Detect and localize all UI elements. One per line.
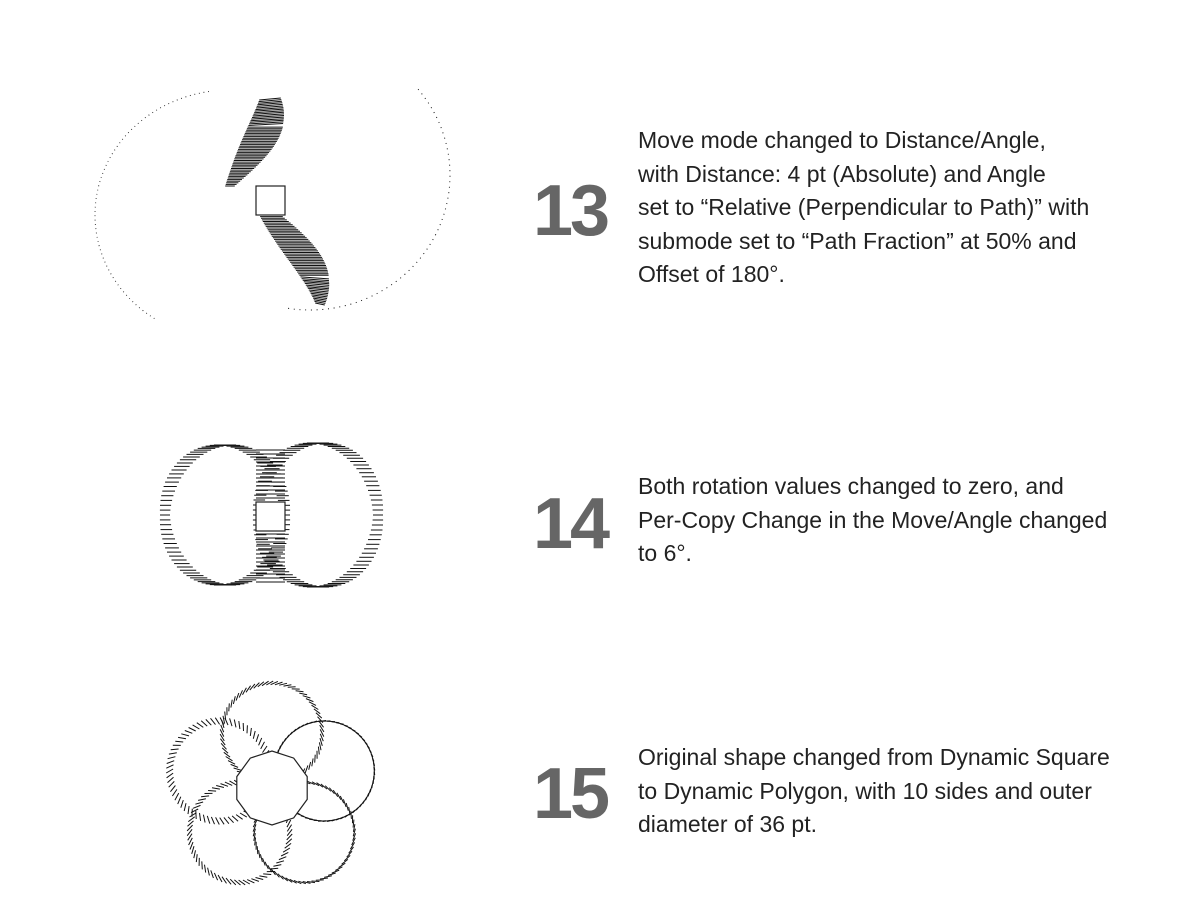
blend-stroke bbox=[139, 308, 140, 309]
blend-stroke bbox=[171, 749, 179, 750]
blend-stroke bbox=[193, 805, 201, 808]
blend-stroke bbox=[201, 796, 209, 797]
blend-stroke bbox=[225, 718, 228, 725]
blend-stroke bbox=[422, 94, 423, 95]
blend-stroke bbox=[231, 700, 232, 708]
blend-stroke bbox=[178, 797, 181, 804]
blend-stroke bbox=[319, 742, 321, 750]
original-square-shape bbox=[256, 502, 285, 531]
blend-stroke bbox=[431, 107, 432, 108]
blend-stroke bbox=[405, 274, 406, 275]
blend-stroke bbox=[133, 301, 134, 302]
blend-stroke bbox=[234, 720, 236, 728]
blend-stroke bbox=[194, 850, 196, 858]
blend-stroke bbox=[216, 817, 220, 824]
step-description bbox=[638, 470, 1107, 571]
blend-stroke bbox=[214, 873, 217, 880]
blend-stroke bbox=[207, 816, 210, 824]
blend-stroke bbox=[253, 731, 255, 739]
blend-stroke bbox=[353, 807, 359, 813]
blend-stroke bbox=[243, 688, 247, 695]
blend-stroke bbox=[420, 258, 421, 259]
blend-stroke bbox=[320, 878, 328, 879]
blend-stroke bbox=[211, 870, 214, 878]
blend-stroke bbox=[391, 284, 392, 285]
blend-stroke bbox=[413, 266, 414, 267]
blend-stroke bbox=[215, 718, 219, 725]
blend-stroke bbox=[211, 817, 214, 824]
blend-stroke bbox=[181, 800, 184, 808]
blend-stroke bbox=[189, 728, 196, 732]
blend-stroke bbox=[344, 725, 351, 728]
blend-stroke bbox=[226, 757, 233, 761]
blend-stroke bbox=[250, 684, 255, 690]
blend-stroke bbox=[175, 741, 183, 742]
blend-stroke bbox=[239, 690, 242, 697]
blend-stroke bbox=[234, 768, 242, 770]
blend-stroke bbox=[141, 120, 142, 121]
blend-stroke bbox=[306, 699, 314, 702]
blend-stroke bbox=[166, 765, 173, 768]
blend-stroke bbox=[312, 881, 320, 882]
step-number: 14 bbox=[533, 484, 608, 564]
blend-stroke bbox=[246, 686, 251, 693]
blend-stroke bbox=[285, 843, 291, 848]
blend-stroke bbox=[263, 858, 266, 866]
blend-stroke bbox=[296, 691, 304, 692]
blend-stroke bbox=[273, 865, 281, 867]
blend-stroke bbox=[309, 762, 311, 770]
blend-stroke bbox=[353, 820, 354, 828]
blend-stroke bbox=[228, 817, 234, 823]
blend-stroke bbox=[222, 748, 228, 753]
figure-13-spiral-blend bbox=[80, 30, 470, 380]
blend-stroke bbox=[221, 784, 229, 787]
blend-stroke bbox=[125, 136, 126, 137]
blend-stroke bbox=[435, 234, 436, 235]
blend-stroke bbox=[263, 746, 268, 753]
figure-15-polygon-blend bbox=[150, 665, 395, 905]
blend-stroke bbox=[400, 278, 401, 279]
blend-stroke bbox=[299, 693, 307, 695]
blend-stroke bbox=[263, 874, 271, 875]
figure-14-loop-blend bbox=[150, 430, 395, 605]
blend-stroke bbox=[197, 723, 204, 728]
blend-stroke bbox=[172, 789, 177, 796]
blend-stroke bbox=[188, 817, 194, 822]
blend-stroke bbox=[166, 769, 173, 773]
blend-stroke bbox=[138, 123, 139, 124]
blend-stroke bbox=[226, 878, 231, 884]
blend-stroke bbox=[368, 789, 371, 797]
blend-stroke bbox=[370, 785, 372, 793]
blend-stroke bbox=[167, 773, 174, 778]
blend-stroke bbox=[181, 734, 189, 736]
blend-stroke bbox=[309, 702, 316, 706]
blend-stroke bbox=[387, 288, 388, 289]
description-line: to Dynamic Polygon, with 10 sides and outer bbox=[638, 777, 1092, 804]
blend-stroke bbox=[288, 687, 296, 688]
blend-stroke bbox=[328, 873, 336, 875]
blend-stroke bbox=[240, 813, 247, 817]
blend-stroke bbox=[259, 876, 267, 877]
blend-stroke bbox=[436, 117, 437, 118]
description-line: to 6°. bbox=[638, 540, 692, 566]
blend-stroke bbox=[200, 813, 201, 821]
blend-stroke bbox=[146, 313, 147, 314]
blend-stroke bbox=[212, 788, 220, 789]
blend-stroke bbox=[115, 281, 116, 282]
blend-stroke bbox=[190, 842, 193, 849]
blend-stroke bbox=[167, 761, 175, 764]
blend-stroke bbox=[224, 817, 229, 823]
blend-stroke bbox=[184, 803, 186, 811]
blend-stroke bbox=[287, 732, 292, 738]
blend-stroke bbox=[206, 719, 212, 725]
blend-stroke bbox=[425, 98, 426, 99]
blend-stroke bbox=[247, 880, 254, 883]
description-line: with Distance: 4 pt (Absolute) and Angle bbox=[638, 160, 1046, 187]
blend-stroke bbox=[255, 837, 256, 845]
blend-stroke bbox=[256, 734, 259, 742]
blend-stroke bbox=[312, 705, 319, 709]
blend-stroke bbox=[305, 765, 308, 773]
description-line: Original shape changed from Dynamic Square bbox=[638, 744, 1110, 770]
blend-stroke bbox=[233, 696, 235, 704]
blend-stroke bbox=[303, 696, 311, 698]
step-number: 15 bbox=[533, 754, 608, 834]
blend-stroke bbox=[261, 742, 265, 749]
blend-stroke bbox=[369, 750, 373, 757]
blend-stroke bbox=[221, 743, 226, 749]
blend-stroke bbox=[202, 861, 203, 869]
blend-stroke bbox=[257, 846, 258, 854]
description-line: set to “Relative (Perpendicular to Path)” with bbox=[638, 194, 1090, 220]
step-number: 13 bbox=[533, 171, 608, 251]
blend-stroke bbox=[239, 721, 240, 729]
blend-stroke bbox=[211, 718, 216, 724]
blend-stroke bbox=[396, 281, 397, 282]
blend-stroke bbox=[424, 253, 425, 254]
blend-stroke bbox=[178, 737, 186, 738]
blend-stroke bbox=[254, 683, 260, 689]
blend-stroke bbox=[169, 781, 175, 787]
blend-stroke bbox=[131, 129, 132, 130]
blend-stroke bbox=[301, 816, 309, 818]
blend-stroke bbox=[143, 310, 144, 311]
blend-stroke bbox=[276, 861, 284, 863]
description-line: Move mode changed to Distance/Angle, bbox=[638, 127, 1046, 153]
blend-stroke bbox=[198, 799, 206, 801]
blend-stroke bbox=[281, 852, 288, 856]
blend-stroke bbox=[228, 761, 235, 765]
blend-stroke bbox=[230, 718, 232, 726]
blend-stroke bbox=[175, 793, 179, 800]
blend-stroke bbox=[258, 682, 264, 687]
blend-stroke bbox=[349, 807, 350, 815]
blend-stroke bbox=[250, 728, 251, 736]
description-line: Both rotation values changed to zero, and bbox=[638, 473, 1064, 499]
blend-stroke bbox=[231, 764, 239, 767]
blend-stroke bbox=[284, 685, 292, 686]
blend-stroke bbox=[193, 725, 200, 729]
blend-stroke bbox=[318, 747, 319, 755]
blend-stroke bbox=[170, 786, 175, 792]
blend-stroke bbox=[222, 877, 227, 884]
blend-stroke bbox=[122, 139, 123, 140]
blend-stroke bbox=[216, 786, 224, 788]
description-line: diameter of 36 pt. bbox=[638, 811, 817, 837]
blend-stroke bbox=[195, 802, 203, 804]
blend-stroke bbox=[427, 249, 428, 250]
blend-stroke bbox=[283, 848, 290, 852]
blend-stroke bbox=[168, 757, 176, 759]
blend-stroke bbox=[135, 126, 136, 127]
blend-stroke bbox=[279, 857, 286, 860]
blend-stroke bbox=[382, 291, 383, 292]
blend-stroke bbox=[136, 305, 137, 306]
blend-stroke bbox=[279, 683, 287, 685]
blend-stroke bbox=[409, 270, 410, 271]
blend-stroke bbox=[218, 875, 222, 882]
blend-stroke bbox=[203, 815, 205, 823]
blend-stroke bbox=[260, 854, 262, 862]
blend-stroke bbox=[417, 262, 418, 263]
blend-stroke bbox=[229, 703, 230, 711]
blend-stroke bbox=[278, 746, 281, 754]
blend-stroke bbox=[188, 806, 189, 814]
original-decagon-shape bbox=[237, 751, 307, 825]
blend-stroke bbox=[220, 739, 225, 745]
blend-stroke bbox=[145, 117, 146, 118]
blend-stroke bbox=[256, 878, 264, 880]
blend-stroke bbox=[259, 738, 262, 745]
description-line: Offset of 180°. bbox=[638, 261, 785, 287]
blend-stroke bbox=[208, 868, 210, 876]
blend-stroke bbox=[315, 755, 316, 763]
blend-stroke bbox=[346, 803, 348, 811]
blend-stroke bbox=[196, 854, 197, 862]
description-line: submode set to “Path Fraction” at 50% and bbox=[638, 227, 1077, 254]
blend-stroke bbox=[223, 716, 225, 724]
blend-stroke bbox=[128, 132, 129, 133]
blend-stroke bbox=[316, 713, 322, 718]
original-square-shape bbox=[256, 186, 285, 215]
blend-stroke bbox=[259, 850, 260, 858]
blend-stroke bbox=[351, 811, 352, 819]
blend-stroke bbox=[340, 724, 348, 726]
blend-stroke bbox=[224, 752, 230, 757]
blend-stroke bbox=[123, 292, 124, 293]
blend-stroke bbox=[168, 777, 174, 782]
blend-stroke bbox=[236, 693, 239, 701]
blend-stroke bbox=[201, 721, 207, 726]
blend-stroke bbox=[126, 295, 127, 296]
blend-stroke bbox=[430, 244, 431, 245]
blend-stroke bbox=[232, 816, 238, 821]
blend-stroke bbox=[373, 763, 374, 771]
blend-stroke bbox=[113, 277, 114, 278]
step-description bbox=[638, 124, 1089, 292]
blend-stroke bbox=[312, 758, 313, 766]
blend-stroke bbox=[225, 782, 232, 785]
blend-stroke bbox=[169, 753, 177, 754]
description-line: Per-Copy Change in the Move/Angle changed bbox=[638, 506, 1108, 533]
blend-stroke bbox=[121, 288, 122, 289]
blend-stroke bbox=[208, 791, 216, 792]
step-description bbox=[638, 741, 1110, 842]
blend-stroke bbox=[314, 709, 320, 714]
blend-stroke bbox=[428, 103, 429, 104]
blend-stroke bbox=[418, 89, 419, 90]
blend-stroke bbox=[205, 865, 206, 873]
blend-stroke bbox=[433, 239, 434, 240]
blend-stroke bbox=[192, 846, 194, 854]
blend-stroke bbox=[251, 879, 259, 882]
blend-stroke bbox=[190, 813, 197, 817]
blend-stroke bbox=[185, 731, 193, 734]
blend-stroke bbox=[236, 815, 243, 820]
blend-stroke bbox=[149, 115, 150, 116]
blend-stroke bbox=[324, 876, 332, 878]
blend-stroke bbox=[129, 298, 130, 299]
blend-stroke bbox=[220, 818, 224, 825]
